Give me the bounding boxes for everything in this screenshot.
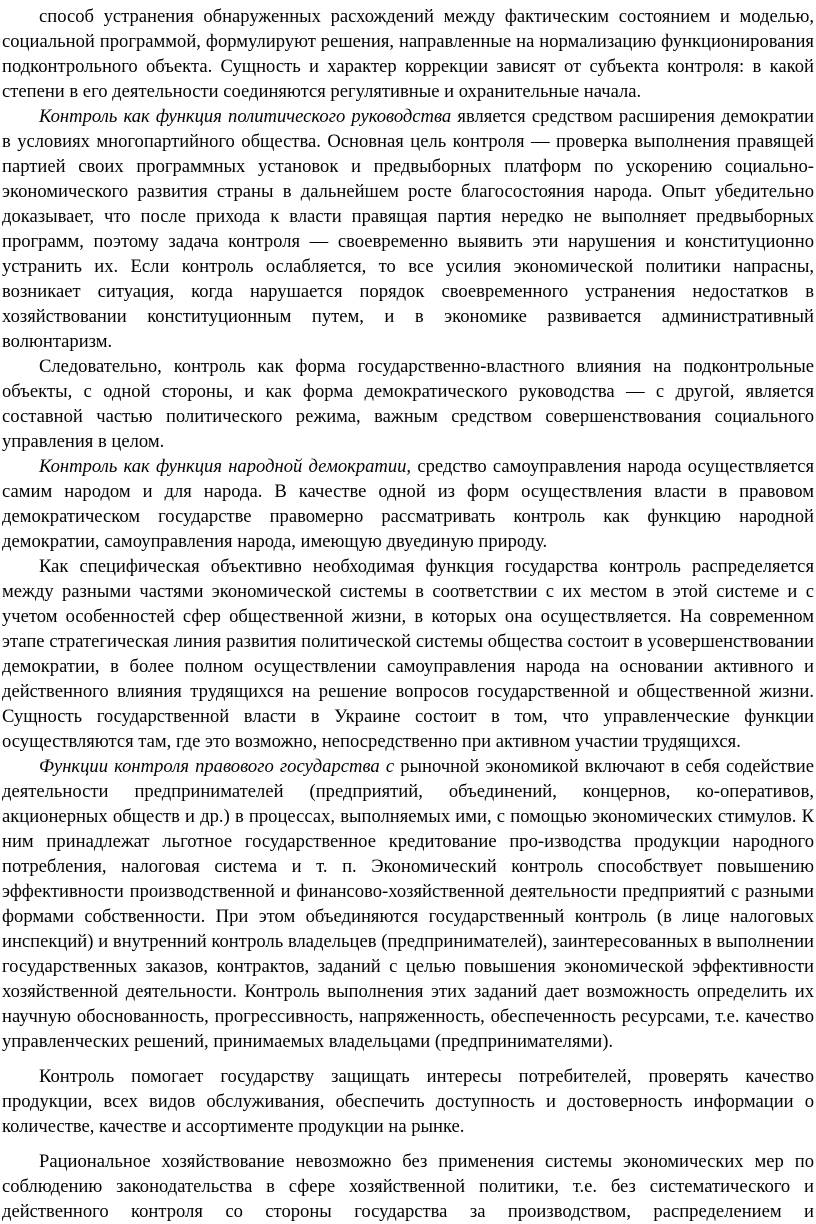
paragraph-italic-lead: Контроль как функция политического руководства <box>39 106 452 127</box>
paragraph-consumer-protection <box>2 1064 814 1139</box>
paragraph-correction <box>2 4 814 104</box>
paragraph-text: является средством расширения демократии в условиях многопартийного общества. Основная цель контроля — проверка выполнения правящей партией своих программных установок и предвыборных платформ по ускорению социально-экономического развития страны в дальнейшем росте благосостояния народа. Опыт убедительно доказывает, что после прихода к власти правящая партия нередко не выполняет предвыборных программ, поэтому задача контроля — своевременно выявить эти нарушения и конституционно устранить их. Если контроль ослабляется, то все усилия экономической политики напрасны, возникает ситуация, когда нарушается порядок своевременного устранения недостатков в хозяйствовании конституционным путем, и в экономике развивается административный волюнтаризм. <box>2 106 814 352</box>
paragraph-people-democracy <box>2 454 814 554</box>
paragraph-text: Следовательно, контроль как форма государственно-властного влияния на подконтрольные объекты, с одной стороны, и как форма демократического руководства — с другой, является составной частью политического режима, важным средством совершенствования социального управления в целом. <box>2 356 814 452</box>
paragraph-political-leadership <box>2 104 814 354</box>
paragraph-italic-lead: Контроль как функция народной демократии, <box>39 456 412 477</box>
paragraph-text: Контроль помогает государству защищать интересы потребителей, проверять качество продукции, всех видов обслуживания, обеспечить доступность и достоверность информации о количестве, качестве и ассортименте продукции на рынке. <box>2 1066 814 1137</box>
paragraph-text: способ устранения обнаруженных расхождений между фактическим состоянием и моделью, социальной программой, формулируют решения, направленные на нормализацию функционирования подконтрольного объекта. Сущность и характер коррекции зависят от субъекта контроля: в какой степени в его деятельности соединяются регулятивные и охранительные начала. <box>2 6 814 102</box>
paragraph-text: рыночной экономикой включают в себя содействие деятельности предпринимателей (предприятий, объединений, концернов, ко-оперативов, акционерных обществ и др.) в процессах, выполняемых ими, с помощью экономических стимулов. К ним принадлежат льготное государственное кредитование про-изводства продукции народного потребления, налоговая система и т. п. Экономический контроль способствует повышению эффективности производственной и финансово-хозяйственной деятельности предприятий с разными формами собственности. При этом объединяются государственный контроль (в лице налоговых инспекций) и внутренний контроль владельцев (предпринимателей), заинтересованных в выполнении государственных заказов, контрактов, заданий с целью повышения экономической эффективности хозяйственной деятельности. Контроль выполнения этих заданий дает возможность определить их научную обоснованность, прогрессивность, напряженность, обеспеченность ресурсами, т.е. качество управленческих решений, принимаемых владельцами (предпринимателями). <box>2 756 814 1052</box>
paragraph-consequently <box>2 354 814 454</box>
paragraph-legal-state-functions <box>2 754 814 1054</box>
paragraph-text: средство самоуправления народа осуществляется самим народом и для народа. В качестве одной из форм осуществления власти в правовом демократическом государстве правомерно рассматривать контроль как функцию народной демократии, самоуправления народа, имеющую двуединую природу. <box>2 456 814 552</box>
paragraph-italic-lead: Функции контроля правового государства с <box>39 756 395 777</box>
paragraph-rational-management <box>2 1149 814 1224</box>
paragraph-state-function <box>2 554 814 754</box>
paragraph-text: Как специфическая объективно необходимая функция государства контроль распределяется между разными частями экономической системы в соответствии с их местом в этой системе и с учетом особенностей сфер общественной жизни, в которых она осуществляется. На современном этапе стратегическая линия развития политической системы общества состоит в усовершенствовании демократии, в более полном осуществлении самоуправления народа на основании активного и действенного влияния трудящихся на решение вопросов государственной и общественной жизни. Сущность государственной власти в Украине состоит в том, что управленческие функции осуществляются там, где это возможно, непосредственно при активном участии трудящихся. <box>2 556 814 752</box>
paragraph-text: Рациональное хозяйствование невозможно без применения системы экономических мер по соблюдению законодательства в сфере хозяйственной политики, т.е. без систематического и действенного контроля со стороны государства за производством, распределением и <box>2 1151 814 1222</box>
